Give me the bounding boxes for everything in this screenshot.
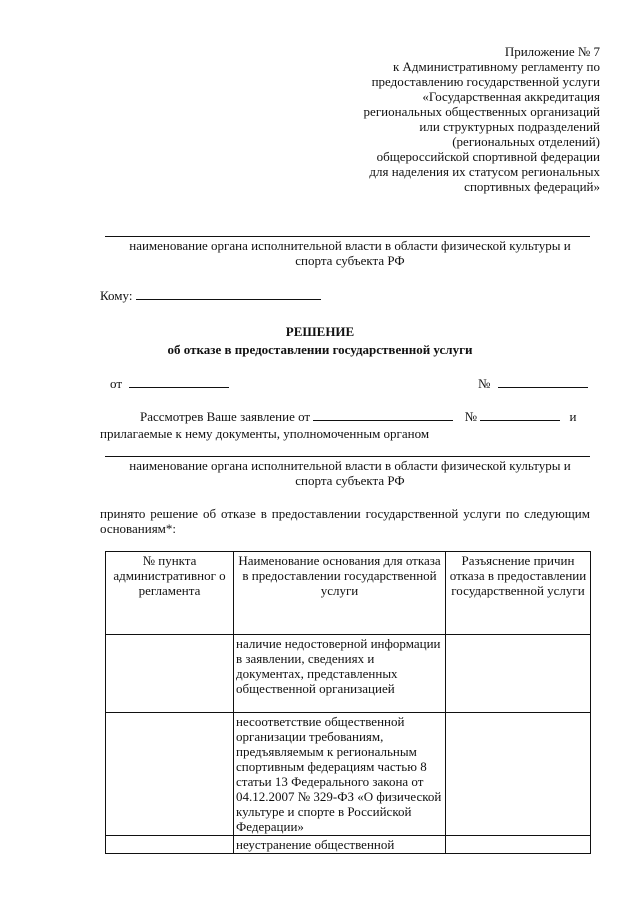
authority-line-2: [105, 456, 590, 457]
cell-point: [106, 836, 234, 854]
appendix-line: «Государственная аккредитация: [422, 89, 600, 104]
cell-reason: несоответствие общественной организации требованиям, предъявляемым к региональным спортивным федерациям частью 8 статьи 13 Федерального закона от 04.12.2007 № 329-ФЗ «О физической культуре и спорте в Российской Федерации»: [234, 713, 446, 836]
authority-caption-2: [100, 458, 600, 488]
considered-prefix: Рассмотрев Ваше заявление от: [140, 409, 311, 424]
grounds-table: [105, 551, 591, 854]
cell-explanation: [446, 836, 591, 854]
cell-reason: наличие недостоверной информации в заявлении, сведениях и документах, представленных общественной организацией: [234, 635, 446, 713]
cell-point: [106, 635, 234, 713]
cell-explanation: [446, 635, 591, 713]
table-header-row: [106, 552, 591, 635]
considered-line: [140, 409, 577, 424]
decision-text: принято решение об отказе в предоставлении государственной услуги по следующим основаниям*:: [100, 506, 590, 536]
cell-explanation: [446, 713, 591, 836]
docs-line: прилагаемые к нему документы, уполномоченным органом: [100, 426, 430, 441]
decision-title: РЕШЕНИЕ: [285, 324, 355, 339]
table-row: [106, 713, 591, 836]
appendix-line: региональных общественных организаций: [363, 104, 600, 119]
application-date-blank[interactable]: [313, 409, 453, 421]
application-number-sign: №: [464, 409, 478, 424]
recipient-blank[interactable]: [136, 288, 321, 300]
authority-caption-2-line1: наименование органа исполнительной власти в области физической культуры и: [129, 458, 571, 473]
authority-caption-line2: спорта субъекта РФ: [295, 253, 405, 268]
number-field: [478, 376, 588, 391]
recipient-field: [100, 288, 321, 303]
appendix-line: спортивных федераций»: [464, 179, 600, 194]
appendix-line: Приложение № 7: [504, 44, 600, 59]
table-row: [106, 635, 591, 713]
authority-caption-line1: наименование органа исполнительной власти в области физической культуры и: [129, 238, 571, 253]
application-number-blank[interactable]: [480, 409, 560, 421]
header-explanation: Разъяснение причин отказа в предоставлении государственной услуги: [446, 552, 591, 635]
date-label: от: [110, 376, 123, 391]
appendix-line: общероссийской спортивной федерации: [376, 149, 600, 164]
authority-caption-2-line2: спорта субъекта РФ: [295, 473, 405, 488]
cell-reason: неустранение общественной: [234, 836, 446, 854]
table-row: [106, 836, 591, 854]
header-reason: Наименование основания для отказа в предоставлении государственной услуги: [234, 552, 446, 635]
date-blank[interactable]: [129, 376, 229, 388]
and-word: и: [569, 409, 577, 424]
authority-caption: [100, 238, 600, 268]
number-label: №: [478, 376, 491, 391]
appendix-line: для наделения их статусом региональных: [369, 164, 600, 179]
header-point: № пункта административног о регламента: [106, 552, 234, 635]
decision-subtitle: об отказе в предоставлении государственной услуги: [167, 342, 473, 357]
appendix-line: к Административному регламенту по: [392, 59, 600, 74]
appendix-line: или структурных подразделений: [419, 119, 600, 134]
number-blank[interactable]: [498, 376, 588, 388]
appendix-line: предоставлению государственной услуги: [371, 74, 600, 89]
appendix-header: [270, 44, 600, 194]
cell-point: [106, 713, 234, 836]
appendix-line: (региональных отделений): [452, 134, 600, 149]
recipient-label: Кому:: [100, 288, 133, 303]
authority-line: [105, 236, 590, 237]
